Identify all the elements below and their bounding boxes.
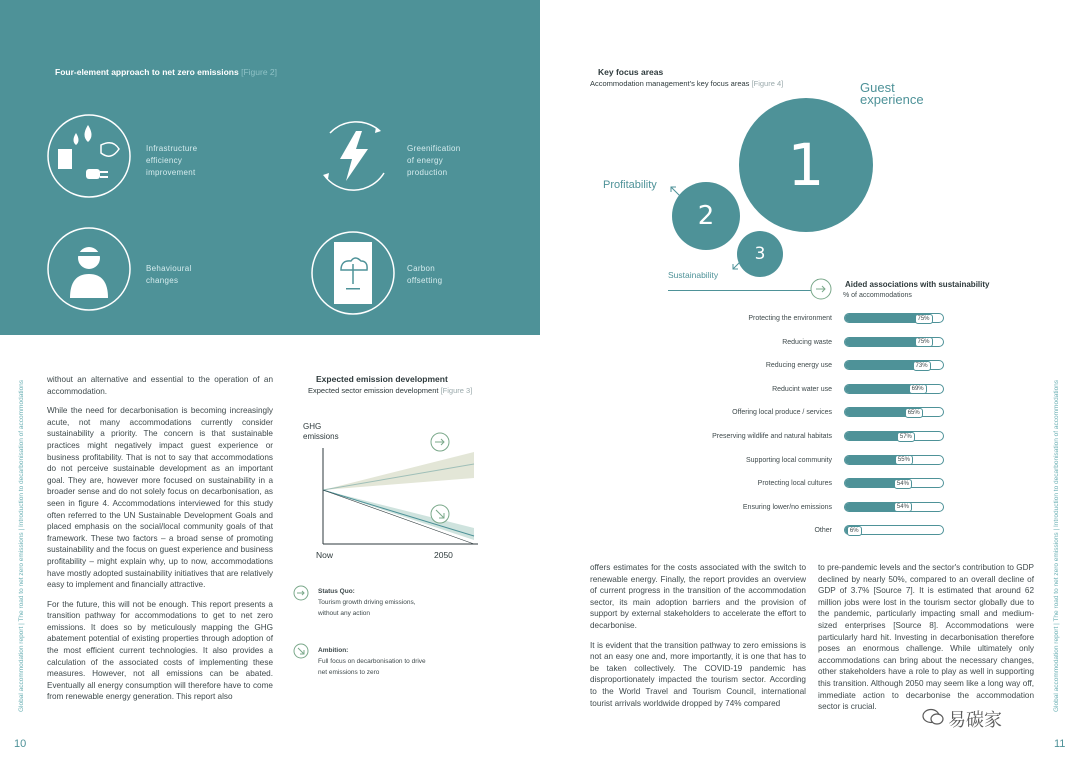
bar: [845, 385, 913, 393]
bar: [845, 503, 898, 511]
bar-category-label: Reducing energy use: [765, 362, 832, 370]
page-number-right: 11: [1054, 738, 1066, 750]
bar-value-label: 75%: [915, 314, 933, 324]
figure3-ylabel: GHG emissions: [303, 422, 339, 441]
figure4-subtitle: [590, 79, 783, 88]
arrow-icon: [668, 184, 682, 203]
figure4-title: Key focus areas: [598, 67, 664, 77]
bar-value-label: 75%: [915, 337, 933, 347]
body-paragraph: without an alternative and essential to the operation of an accommodation.: [47, 375, 273, 396]
focus-circle-2: 2: [672, 182, 740, 250]
bar-category-label: Offering local produce / services: [732, 409, 832, 417]
element-label-behavioural: Behavioural changes: [146, 264, 192, 285]
chart-arrow-icon: [810, 278, 832, 305]
bar: [845, 432, 901, 440]
focus-circle-3: 3: [737, 231, 783, 277]
bar: [845, 479, 898, 487]
body-column-left: [47, 374, 273, 711]
person-icon: [46, 226, 132, 317]
bar-category-label: Ensuring lower/no emissions: [742, 503, 832, 511]
figure3-subtitle: [308, 386, 472, 395]
body-paragraph: It is evident that the transition pathway to zero emissions is not an easy one and, more importantly, it is one that has to be taken collectively. The COVID-19 pandemic has disproportionately impacted the tourism sector. According to the World Travel and Tourism Council, international tourist arrivals worldwide dropped by 74% compared: [590, 640, 806, 708]
legend-ambition: [318, 645, 426, 678]
connector-line: [668, 279, 818, 291]
chart-subtitle: % of accommodations: [843, 292, 912, 299]
focus-label-guest-experience: Guest experience: [860, 80, 924, 107]
bar-value-label: 65%: [905, 408, 923, 418]
cloud-certificate-icon: [310, 230, 396, 321]
focus-label-profitability: Profitability: [603, 179, 657, 191]
bar-category-label: Protecting the environment: [748, 315, 832, 322]
figure3-subtitle-text: Expected sector emission development: [308, 386, 439, 395]
bar: [845, 314, 919, 322]
body-column-right-1: [590, 562, 806, 717]
focus-circle-1: 1: [739, 98, 873, 232]
sustainability-bar-chart: [610, 313, 950, 553]
bar-category-label: Reducing waste: [782, 338, 832, 346]
side-running-text-right: Global accommodation report | The road to net zero emissions | Introduction to decarbonisation of accommodations: [1053, 379, 1060, 712]
bar-value-label: 73%: [913, 361, 931, 371]
bar-value-label: 6%: [847, 526, 862, 536]
arrow-icon: [730, 258, 744, 277]
page-number-left: 10: [14, 738, 27, 750]
ambition-arrow-icon: [430, 504, 450, 529]
bar-value-label: 55%: [895, 455, 913, 465]
legend-status-quo-desc: Tourism growth driving emissions, without any action: [318, 599, 416, 617]
infrastructure-icon: [46, 113, 132, 204]
bar-value-label: 54%: [894, 479, 912, 489]
bar-category-label: Other: [814, 527, 832, 535]
figure2-heading: [55, 67, 277, 77]
bar-category-label: Protecting local cultures: [757, 480, 832, 488]
figure3-tag: [Figure 3]: [440, 386, 473, 395]
element-label-carbon: Carbon offsetting: [407, 264, 443, 285]
element-label-greenification: Greenification of energy production: [407, 144, 461, 177]
bar: [845, 408, 909, 416]
watermark-text: 易碳家: [948, 710, 1002, 731]
bar: [845, 361, 917, 369]
chart-title: Aided associations with sustainability: [845, 280, 990, 289]
figure3-x-start: Now: [316, 550, 334, 560]
body-paragraph: to pre-pandemic levels and the sector's contribution to GDP declined by nearly 50%, compared to an overall decline of GDP of 3.7% [Source 7]. It is estimated that around 62 million jobs were lost in the tourism sector globally due to the pandemic, particularly impacting small and medium-sized enterprises [Source 8]. Accommodations were particularly hard hit. Investing in decarbonisation therefore poses an enormous challenge. While ultimately only accommodations can bring about the necessary changes, other stakeholders have a role to play as well in supporting this transition. Although 2050 may seem like a long way off, immediate action to decarbonise the accommodation sector is crucial.: [818, 563, 1034, 712]
bar-category-label: Reducint water use: [772, 385, 832, 393]
bar-category-label: Supporting local community: [746, 456, 832, 464]
emission-chart: [298, 440, 488, 555]
bar: [845, 338, 919, 346]
body-paragraph: offers estimates for the costs associated with the switch to renewable energy. Finally, the report provides an overview of current progress in the transition of the accommodation sector, its main adoption barriers and the provision of support by external stakeholders to accelerate the effort to decarbonise.: [590, 563, 806, 630]
legend-status-quo-icon: [293, 585, 309, 606]
figure4-subtitle-text: Accommodation management's key focus areas: [590, 79, 750, 88]
body-paragraph: While the need for decarbonisation is becoming increasingly acute, not many accommodations currently consider sustainability a priority. The concern is that sustainable practices might negatively impact guest experience or business profitability. That is not to say that accommodations do not perceive sustainable development as an important goal. They are, however more focused on sustainability in a broader sense and do not solely focus on decarbonisation, as seen in figure 4. Accommodations interviewed for this study often referred to the UN Sustainable Development Goals and placed emphasis on the social/local community goals of that framework. These two factors – a broad sense of promoting sustainability and the focus on guest experience and business profitability – might explain why, up to now, accommodations have mostly adopted sustainability initiatives that are relatively easy to implement and financially attractive.: [47, 406, 273, 590]
bar-value-label: 57%: [897, 432, 915, 442]
bar-value-label: 54%: [894, 502, 912, 512]
figure2-tag: [Figure 2]: [241, 67, 278, 77]
legend-status-quo: [318, 586, 416, 619]
legend-ambition-icon: [293, 643, 309, 664]
bar: [845, 456, 899, 464]
body-column-right-2: [818, 562, 1034, 721]
figure3-title: Expected emission development: [316, 374, 448, 384]
bar-category-label: Preserving wildlife and natural habitats: [712, 433, 832, 440]
bar-value-label: 69%: [909, 384, 927, 394]
status-quo-arrow-icon: [430, 432, 450, 457]
element-label-infrastructure: Infrastructure efficiency improvement: [146, 144, 198, 177]
figure4-tag: [Figure 4]: [751, 79, 784, 88]
legend-status-quo-title: Status Quo:: [318, 588, 355, 595]
legend-ambition-title: Ambition:: [318, 647, 349, 654]
side-running-text-left: Global accommodation report | The road to net zero emissions | Introduction to decarbonisation of accommodations: [18, 379, 25, 712]
figure2-title: Four-element approach to net zero emissions: [55, 67, 239, 77]
figure3-x-end: 2050: [434, 550, 453, 560]
watermark: [922, 706, 1002, 732]
legend-ambition-desc: Full focus on decarbonisation to drive net emissions to zero: [318, 658, 426, 676]
focus-label-sustainability: Sustainability: [668, 270, 719, 280]
wechat-icon: [922, 708, 944, 731]
lightning-icon: [310, 113, 396, 204]
body-paragraph: For the future, this will not be enough. This report presents a transition pathway for accommodations to get to net zero emissions. It does so by meticulously mapping the GHG abatement potential of existing properties through adoption of the most efficient current technologies. It also provides a calculation of the associated costs of implementing these measures. However, not all emissions can be abated. Eventually all energy consumption will therefore have to come from renewable energy generation. This report also: [47, 599, 273, 702]
